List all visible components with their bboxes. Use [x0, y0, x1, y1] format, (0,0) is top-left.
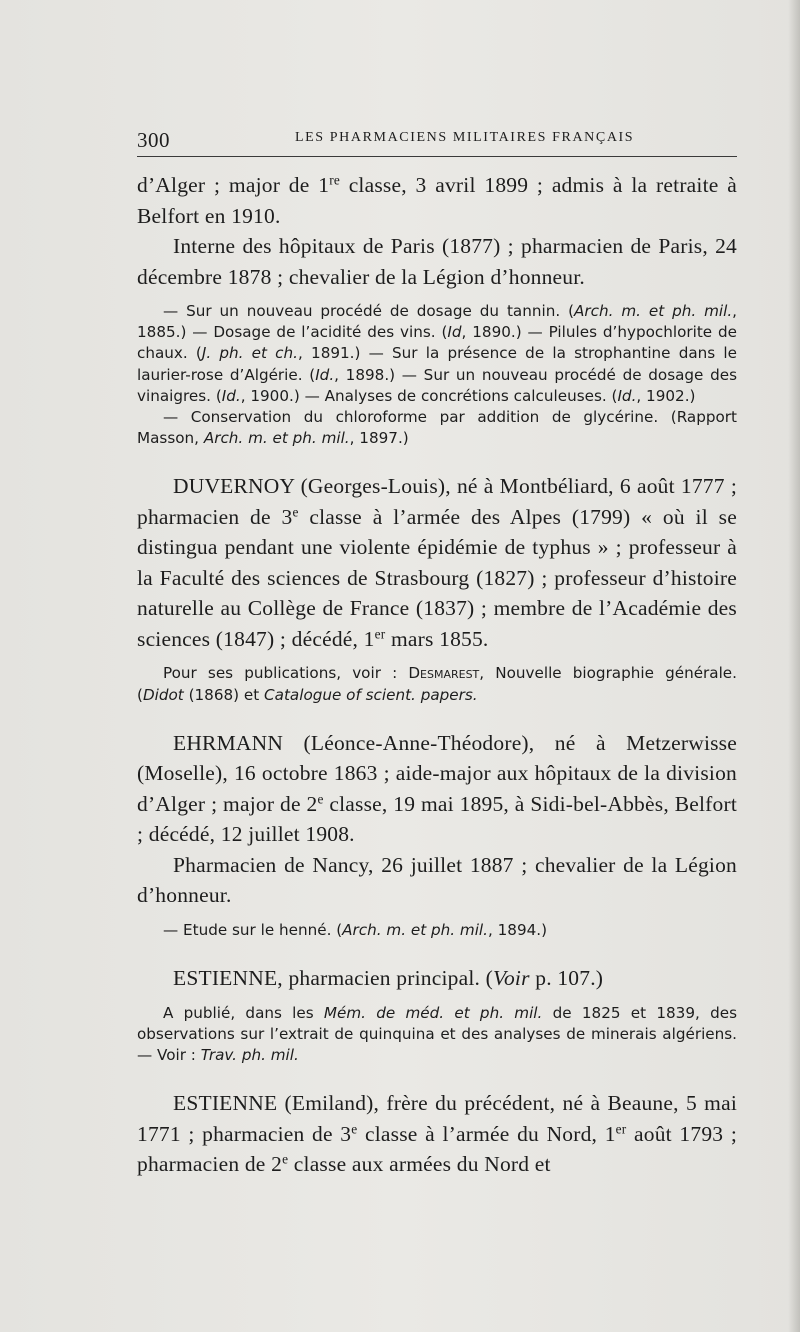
entry-ehrmann: EHRMANN (Léonce-Anne-Théodore), né à Metzerwisse (Moselle), 16 octobre 1863 ; aide-major aux hôpitaux de la division d’Alger ; major de 2e classe, 19 mai 1895, à Sidi-bel-Abbès, Belfort ; décédé, 12 juillet 1908. — [137, 730, 737, 847]
page-content — [137, 170, 737, 1180]
entry-estienne-note: A publié, dans les Mém. de méd. et ph. mil. de 1825 et 1839, des observations sur l’extrait de quinquina et des analyses de minerais algériens. — Voir : Trav. ph. mil. — [137, 1003, 737, 1064]
entry-duvernoy: DUVERNOY (Georges-Louis), né à Montbéliard, 6 août 1777 ; pharmacien de 3e classe à l’armée des Alpes (1799) « où il se distingua pendant une violente épidémie de typhus » ; professeur à la Faculté des sciences de Strasbourg (1827) ; professeur d’histoire naturelle au Collège de France (1837) ; membre de l’Académie des sciences (1847) ; décédé, 1er mars 1855. — [137, 474, 737, 651]
entry-continuation: d’Alger ; major de 1re classe, 3 avril 1899 ; admis à la retraite à Belfort en 1910. — [137, 172, 737, 228]
running-title: LES PHARMACIENS MILITAIRES FRANÇAIS — [295, 130, 635, 145]
entry-ehrmann-note: — Etude sur le henné. (Arch. m. et ph. mil., 1894.) — [163, 920, 548, 939]
entry-estienne-emiland: ESTIENNE (Emiland), frère du précédent, né à Beaune, 5 mai 1771 ; pharmacien de 3e classe à l’armée du Nord, 1er août 1793 ; pharmacien de 2e classe aux armées du Nord et — [137, 1091, 737, 1177]
page-edge-shadow — [788, 0, 800, 1332]
entry-duvernoy-note: Pour ses publications, voir : Desmarest, Nouvelle biographie générale. (Didot (1868) et Catalogue of scient. papers. — [137, 664, 737, 704]
entry-estienne: ESTIENNE, pharmacien principal. (Voir p. 107.) — [173, 966, 604, 991]
header-rule — [137, 156, 737, 157]
entry-ehrmann-career: Pharmacien de Nancy, 26 juillet 1887 ; chevalier de la Légion d’honneur. — [137, 852, 737, 908]
entry-report: — Conservation du chloroforme par addition de glycérine. (Rapport Masson, Arch. m. et ph. mil., 1897.) — [137, 408, 737, 448]
entry-career: Interne des hôpitaux de Paris (1877) ; pharmacien de Paris, 24 décembre 1878 ; chevalier de la Légion d’honneur. — [137, 234, 737, 289]
page-number: 300 — [137, 128, 170, 152]
page-header — [137, 124, 737, 150]
entry-publications: — Sur un nouveau procédé de dosage du tannin. (Arch. m. et ph. mil., 1885.) — Dosage de l’acidité des vins. (Id, 1890.) — Pilules d’hypochlorite de chaux. (J. ph. et ch., 1891.) — Sur la présence de la strophantine dans le laurier-rose d’Algérie. (Id., 1898.) — Sur un nouveau procédé de dosage des vinaigres. (Id., 1900.) — Analyses de concrétions calculeuses. (Id., 1902.) — [137, 302, 737, 405]
